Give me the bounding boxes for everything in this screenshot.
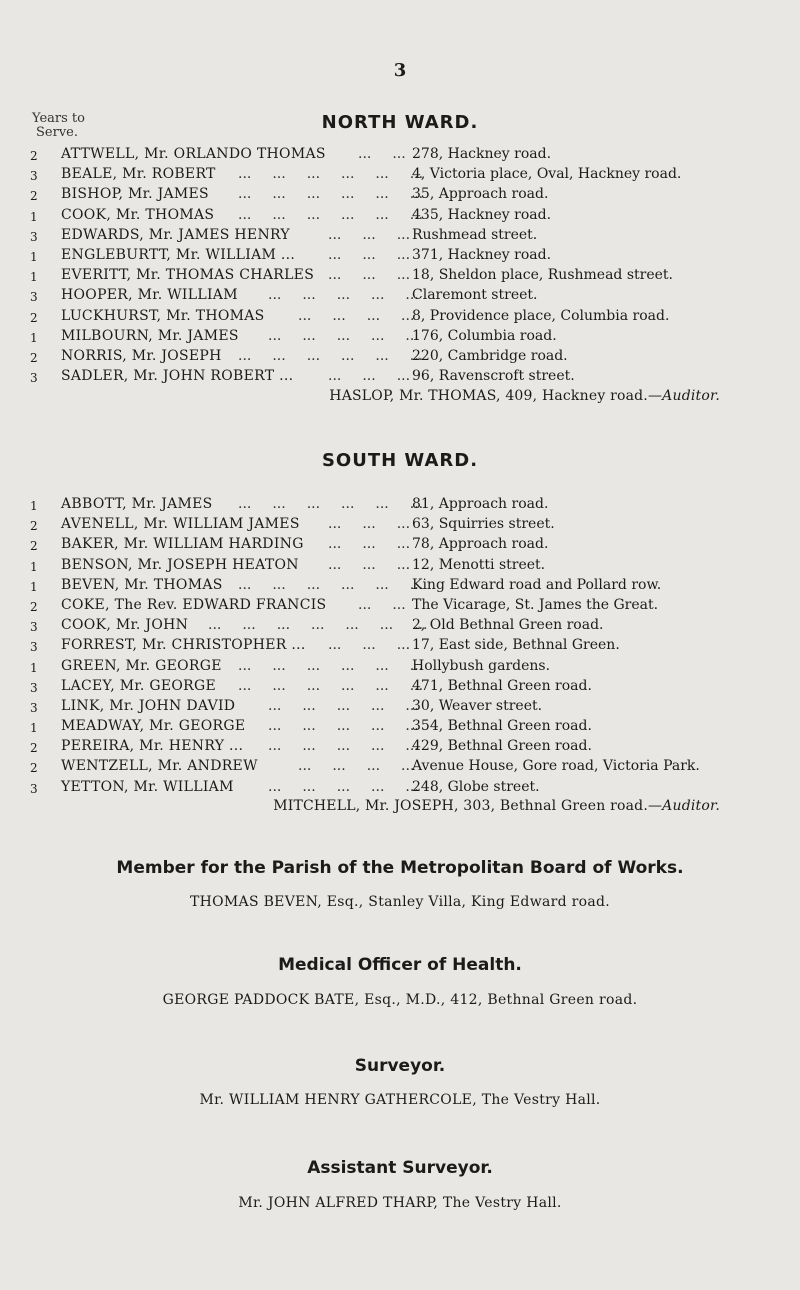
member-address: 176, Columbia road. <box>412 327 557 344</box>
leader-dots: ... ... <box>358 146 406 162</box>
years-to-serve: 1 <box>30 330 38 345</box>
leader-dots: ... ... ... ... ... ... <box>238 206 424 223</box>
member-address: 278, Hackney road. <box>412 146 552 162</box>
member-name: MILBOURN, Mr. JAMES <box>61 327 239 344</box>
leader-dots: ... ... ... ... ... ... <box>238 186 424 203</box>
years-to-serve: 3 <box>30 229 38 244</box>
member-row <box>0 227 800 247</box>
member-address: Hollybush gardens. <box>412 657 551 674</box>
years-to-serve: 2 <box>30 761 38 776</box>
member-name: GREEN, Mr. GEORGE <box>61 657 222 674</box>
member-name: BEVEN, Mr. THOMAS <box>61 576 223 593</box>
years-to-serve: 3 <box>30 290 38 305</box>
years-to-serve: 1 <box>30 499 38 513</box>
member-address: 471, Bethnal Green road. <box>412 677 592 694</box>
leader-dots: ... ... ... ... <box>298 307 415 324</box>
member-address: 220, Cambridge road. <box>412 347 568 364</box>
years-to-serve: 2 <box>30 310 38 325</box>
member-name: BEALE, Mr. ROBERT <box>61 166 216 183</box>
member-address: 4, Victoria place, Oval, Hackney road. <box>412 166 682 183</box>
years-to-serve: 1 <box>30 579 38 594</box>
leader-dots: ... ... ... <box>328 226 411 243</box>
years-label-line-1: Years to <box>32 111 85 126</box>
member-row <box>0 287 800 307</box>
leader-dots: ... ... ... <box>328 267 411 284</box>
surveyor-name: Mr. WILLIAM HENRY GATHERCOLE, The Vestry Hall. <box>199 1092 601 1108</box>
member-name: COKE, The Rev. EDWARD FRANCIS <box>61 596 327 613</box>
surveyor-heading: Surveyor. <box>354 1056 446 1076</box>
years-to-serve: 2 <box>30 741 38 756</box>
member-row <box>0 678 800 698</box>
leader-dots: ... ... ... ... <box>298 758 415 775</box>
member-address: 371, Hackney road. <box>412 246 552 263</box>
member-address: 30, Weaver street. <box>412 697 543 714</box>
leader-dots: ... ... ... ... ... <box>268 327 419 344</box>
south-ward-heading: SOUTH WARD. <box>321 450 479 471</box>
member-name: FORREST, Mr. CHRISTOPHER ... <box>61 637 306 654</box>
member-row <box>0 557 800 577</box>
north-auditor-text: HASLOP, Mr. THOMAS, 409, Hackney road.— <box>329 388 663 404</box>
member-row <box>0 536 800 556</box>
member-address: 63, Squirries street. <box>412 516 555 533</box>
years-to-serve: 2 <box>30 599 38 614</box>
metropolitan-board-member: THOMAS BEVEN, Esq., Stanley Villa, King Edward road. <box>189 894 611 910</box>
years-to-serve: 2 <box>30 149 38 163</box>
years-to-serve: 3 <box>30 781 38 796</box>
years-to-serve: 3 <box>30 680 38 695</box>
years-to-serve: 1 <box>30 660 38 675</box>
member-name: WENTZELL, Mr. ANDREW <box>61 758 258 775</box>
years-to-serve: 1 <box>30 559 38 574</box>
metropolitan-board-heading: Member for the Parish of the Metropolitan Board of Works. <box>116 858 684 878</box>
years-to-serve: 2 <box>30 350 38 365</box>
member-address: 354, Bethnal Green road. <box>412 718 592 735</box>
member-name: NORRIS, Mr. JOSEPH <box>61 347 222 364</box>
member-name: PEREIRA, Mr. HENRY ... <box>61 738 244 755</box>
member-name: HOOPER, Mr. WILLIAM <box>61 287 238 304</box>
member-name: BISHOP, Mr. JAMES <box>61 186 209 203</box>
member-row <box>0 207 800 227</box>
member-row <box>0 758 800 778</box>
member-name: EDWARDS, Mr. JAMES HENRY <box>61 226 290 243</box>
page-number: 3 <box>393 60 407 81</box>
leader-dots: ... ... ... <box>328 637 411 654</box>
medical-officer-heading: Medical Officer of Health. <box>278 955 522 975</box>
years-to-serve: 3 <box>30 620 38 635</box>
member-address: 17, East side, Bethnal Green. <box>412 637 620 654</box>
member-address: 8, Providence place, Columbia road. <box>412 307 670 324</box>
years-to-serve: 2 <box>30 189 38 204</box>
member-name: ENGLEBURTT, Mr. WILLIAM ... <box>61 246 296 263</box>
assistant-surveyor-heading: Assistant Surveyor. <box>307 1158 493 1178</box>
member-row <box>0 738 800 758</box>
member-name: ATTWELL, Mr. ORLANDO THOMAS <box>61 146 326 162</box>
years-to-serve: 2 <box>30 519 38 534</box>
member-name: BENSON, Mr. JOSEPH HEATON <box>61 556 299 573</box>
member-address: 2, Old Bethnal Green road. <box>412 617 604 634</box>
years-to-serve: 3 <box>30 371 38 386</box>
member-row <box>0 658 800 678</box>
member-row <box>0 368 800 388</box>
member-address: 81, Approach road. <box>412 496 549 512</box>
leader-dots: ... ... ... ... ... ... <box>238 347 424 364</box>
member-address: King Edward road and Pollard row. <box>412 576 662 593</box>
leader-dots: ... ... ... ... ... ... <box>238 657 424 674</box>
member-address: 35, Approach road. <box>412 186 549 203</box>
leader-dots: ... ... ... ... ... ... <box>238 496 424 512</box>
medical-officer-name: GEORGE PADDOCK BATE, Esq., M.D., 412, Bethnal Green road. <box>162 992 638 1008</box>
member-row <box>0 637 800 657</box>
leader-dots: ... ... ... ... ... ... <box>238 576 424 593</box>
leader-dots: ... ... ... ... ... ... <box>238 166 424 183</box>
leader-dots: ... ... ... ... ... <box>268 287 419 304</box>
leader-dots: ... ... ... <box>328 246 411 263</box>
years-to-serve: 1 <box>30 249 38 264</box>
leader-dots: ... ... ... ... ... <box>268 738 419 755</box>
member-name: SADLER, Mr. JOHN ROBERT ... <box>61 368 294 385</box>
member-row <box>0 328 800 348</box>
member-row <box>0 166 800 186</box>
member-address: 96, Ravenscroft street. <box>412 368 575 385</box>
north-ward-heading: NORTH WARD. <box>321 112 479 133</box>
north-ward-auditor <box>0 388 800 404</box>
member-row <box>0 577 800 597</box>
member-row <box>0 718 800 738</box>
member-row <box>0 267 800 287</box>
leader-dots: ... ... ... ... ... <box>268 778 419 795</box>
leader-dots: ... ... ... ... ... <box>268 718 419 735</box>
years-to-serve: 1 <box>30 209 38 224</box>
member-row <box>0 308 800 328</box>
assistant-surveyor-name: Mr. JOHN ALFRED THARP, The Vestry Hall. <box>238 1195 562 1211</box>
member-address: 18, Sheldon place, Rushmead street. <box>412 267 673 284</box>
member-name: LINK, Mr. JOHN DAVID <box>61 697 236 714</box>
years-to-serve: 2 <box>30 539 38 554</box>
member-address: Claremont street. <box>412 287 538 304</box>
member-address: 429, Bethnal Green road. <box>412 738 592 755</box>
south-auditor-role: Auditor. <box>662 798 720 814</box>
south-ward-auditor <box>0 798 800 814</box>
member-row <box>0 779 800 799</box>
member-row <box>0 617 800 637</box>
member-name: LUCKHURST, Mr. THOMAS <box>61 307 265 324</box>
member-name: LACEY, Mr. GEORGE <box>61 677 216 694</box>
south-ward-members <box>0 496 800 799</box>
member-address: 78, Approach road. <box>412 536 549 553</box>
member-row <box>0 146 800 166</box>
member-address: 248, Globe street. <box>412 778 540 795</box>
leader-dots: ... ... ... <box>328 556 411 573</box>
member-address: Avenue House, Gore road, Victoria Park. <box>412 758 700 775</box>
years-to-serve: 3 <box>30 700 38 715</box>
member-name: BAKER, Mr. WILLIAM HARDING <box>61 536 304 553</box>
leader-dots: ... ... ... <box>328 516 411 533</box>
north-auditor-role: Auditor. <box>662 388 720 404</box>
south-auditor-text: MITCHELL, Mr. JOSEPH, 303, Bethnal Green road.— <box>273 798 663 814</box>
member-row <box>0 348 800 368</box>
leader-dots: ... ... ... ... ... <box>268 697 419 714</box>
leader-dots: ... ... ... ... ... ... ... <box>208 617 428 634</box>
member-row <box>0 186 800 206</box>
member-name: AVENELL, Mr. WILLIAM JAMES <box>61 516 300 533</box>
member-row <box>0 247 800 267</box>
years-to-serve: 1 <box>30 270 38 285</box>
member-name: EVERITT, Mr. THOMAS CHARLES <box>61 267 315 284</box>
member-name: MEADWAY, Mr. GEORGE <box>61 718 246 735</box>
member-name: ABBOTT, Mr. JAMES <box>61 496 213 512</box>
member-address: 435, Hackney road. <box>412 206 552 223</box>
member-address: The Vicarage, St. James the Great. <box>412 596 659 613</box>
member-row <box>0 698 800 718</box>
years-to-serve: 3 <box>30 640 38 655</box>
member-address: 12, Menotti street. <box>412 556 546 573</box>
years-to-serve: 1 <box>30 721 38 736</box>
member-name: YETTON, Mr. WILLIAM <box>61 778 234 795</box>
years-label-line-2: Serve. <box>36 125 78 140</box>
leader-dots: ... ... ... ... ... ... <box>238 677 424 694</box>
member-row <box>0 597 800 617</box>
member-address: Rushmead street. <box>412 226 538 243</box>
member-row <box>0 516 800 536</box>
leader-dots: ... ... ... <box>328 368 411 385</box>
leader-dots: ... ... <box>358 596 406 613</box>
member-row <box>0 496 800 516</box>
leader-dots: ... ... ... <box>328 536 411 553</box>
north-ward-members <box>0 146 800 388</box>
years-to-serve: 3 <box>30 169 38 184</box>
member-name: COOK, Mr. THOMAS <box>61 206 215 223</box>
member-name: COOK, Mr. JOHN <box>61 617 189 634</box>
